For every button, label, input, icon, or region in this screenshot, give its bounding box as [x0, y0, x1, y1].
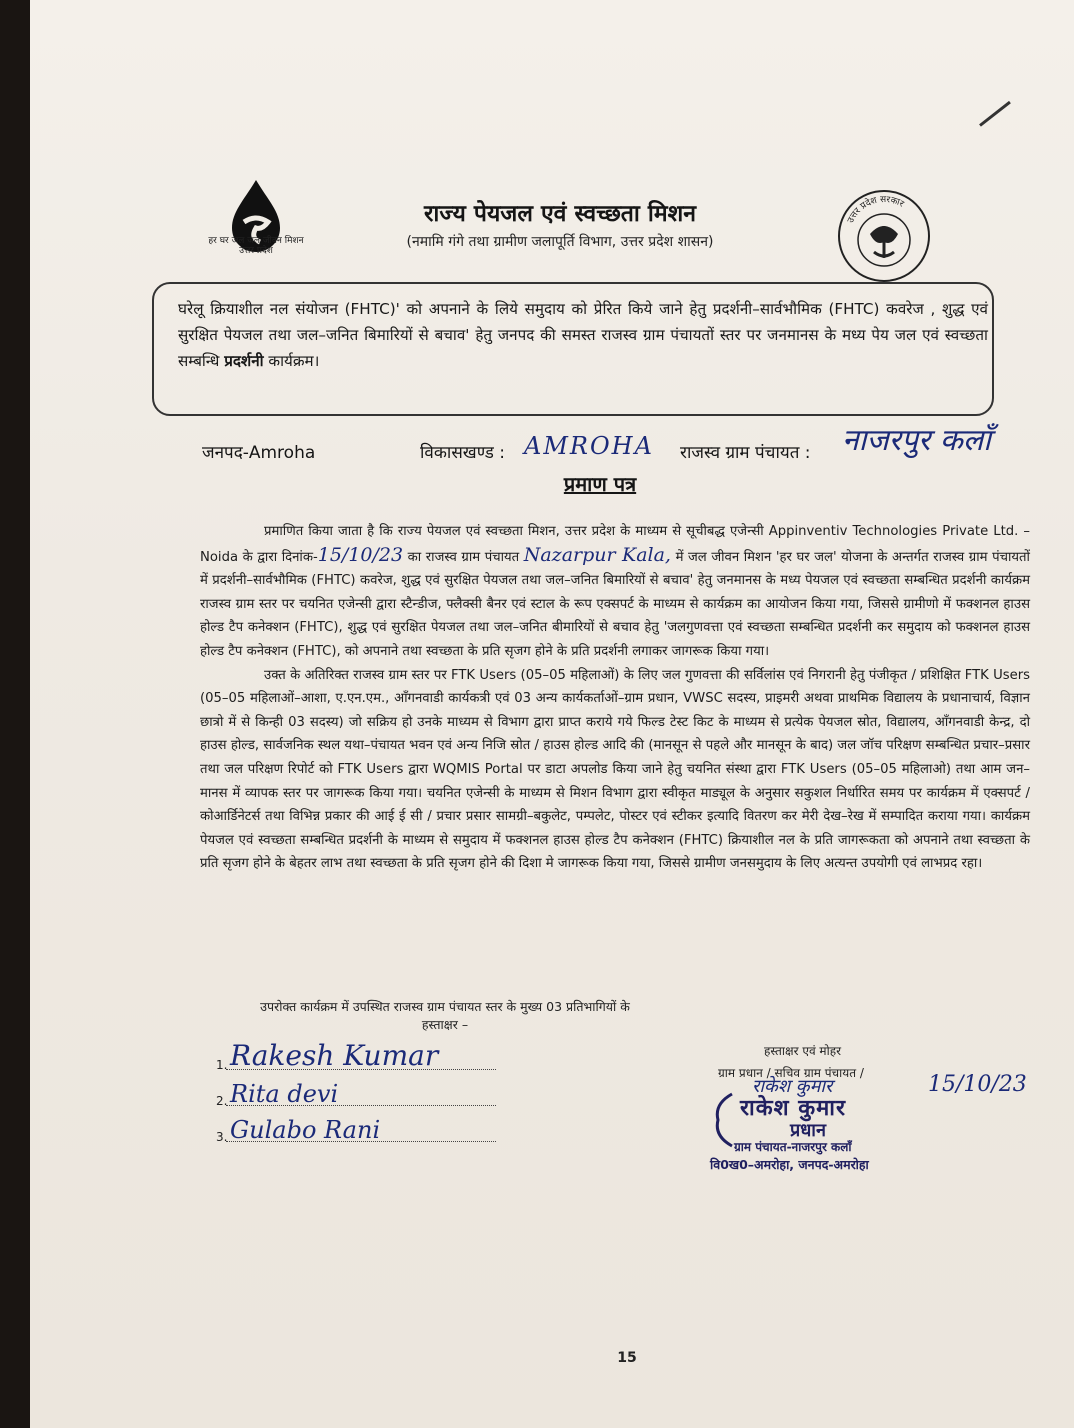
banner-text-main: घरेलू क्रियाशील नल संयोजन (FHTC)' को अपनाने के लिये समुदाय को प्रेरित किये जाने हेतु प्रदर्शनी–सार्वभौमिक (FHTC) कवरेज , शुद्ध एवं सुरक्षित पेयजल तथा जल–जनित बिमारियों से बचाव' हेतु जनपद की समस्त राजस्व ग्राम पंचायतों स्तर पर जनमानस के मध्य पेय जल एवं स्वच्छता सम्बन्धि: [178, 300, 988, 370]
stamp-role: प्रधान: [790, 1120, 826, 1141]
page-number: 15: [617, 1350, 637, 1366]
signature-row: 3. Gulabo Rani: [216, 1112, 516, 1148]
page-subtitle: (नमामि गंगे तथा ग्रामीण जलापूर्ति विभाग, उत्तर प्रदेश शासन): [406, 234, 714, 250]
stamp-role-label: ग्राम प्रधान / सचिव ग्राम पंचायत /: [718, 1066, 864, 1080]
signature-intro: उपरोक्त कार्यक्रम में उपस्थित राजस्व ग्राम पंचायत स्तर के मुख्य 03 प्रतिभागियों के हस्ताक्षर –: [260, 999, 630, 1032]
panchayat-label: राजस्व ग्राम पंचायत :: [680, 443, 811, 463]
seal-text: उत्तर प्रदेश सरकार: [845, 194, 906, 225]
up-govt-seal-icon: [836, 188, 932, 284]
stamp-block: वि0ख0–अमरोहा, जनपद-अमरोहा: [710, 1157, 869, 1172]
logo-caption: हर घर जल जल जीवन मिशन उत्तर प्रदेश: [208, 236, 304, 256]
participant-signatures: [216, 1040, 516, 1148]
participant-signature: Gulabo Rani: [230, 1116, 381, 1144]
event-date: 15/10/23: [317, 543, 404, 566]
block-label: विकासखण्ड :: [420, 443, 506, 463]
village-name: Nazarpur Kala,: [523, 543, 671, 566]
stamp-date: 15/10/23: [928, 1072, 1027, 1097]
program-banner-text: [178, 296, 988, 374]
location-row: [202, 423, 1074, 470]
page-title: राज्य पेयजल एवं स्वच्छता मिशन: [424, 201, 696, 227]
body-paragraph-1: प्रमाणित किया जाता है कि राज्य पेयजल एवं स्वच्छता मिशन, उत्तर प्रदेश के माध्यम से सूचीबद्ध एजेन्सी Appinventiv Technologies Private Ltd. – Noida के द्वारा दिनांक-15/10/23 का राजस्व ग्राम पंचायत Nazarpur Kala, में जल जीवन मिशन 'हर घर जल' योजना के अन्तर्गत राजस्व ग्राम पंचायतों में प्रदर्शनी–सार्वभौमिक (FHTC) कवरेज, शुद्ध एवं सुरक्षित पेयजल तथा जल–जनित बिमारियों से बचाव' हेतु जनमानस के मध्य पेयजल एवं स्वच्छता सम्बन्धित प्रदर्शनी कार्यक्रम राजस्व ग्राम स्तर पर चयनित एजेन्सी द्वारा स्टैन्डीज, फ्लैक्सी बैनर एवं स्टाल के रूप एक्सपर्ट के माध्यम से कार्यक्रम का आयोजन किया गया, जिससे ग्रामीणो में फक्शनल हाउस होल्ड टैप कनेक्शन (FHTC), शुद्ध एवं सुरक्षित पेयजल तथा जल–जनित बीमारियों से बचाव हेतु 'जलगुणवत्ता एवं स्वच्छता सम्बन्धित प्रदर्शनी कर समुदाय को फक्शनल हाउस होल्ड टैप कनेक्शन (FHTC), को अपनाने तथा स्वच्छता के प्रति सृजग होने के प्रति प्रदर्शनी लगाकर जागरूक किया गया।: [200, 524, 1030, 659]
stamp-name: राकेश कुमार: [740, 1096, 846, 1121]
stamp-label: हस्ताक्षर एवं मोहर: [764, 1044, 842, 1058]
block-value: AMROHA: [524, 432, 654, 460]
stamp-gram-panchayat: ग्राम पंचायत-नाजरपुर कलाँ: [734, 1140, 852, 1154]
participant-signature: Rita devi: [230, 1080, 339, 1108]
certificate-title: प्रमाण पत्र: [563, 472, 637, 496]
signature-row: 1. Rakesh Kumar: [216, 1040, 516, 1076]
banner-text-end: कार्यक्रम।: [268, 352, 320, 370]
svg-text:उत्तर प्रदेश सरकार: [846, 195, 906, 225]
panchayat-value: नाजरपुर कलाँ: [842, 423, 991, 458]
document-page: [30, 0, 1074, 1428]
certificate-body: [200, 520, 1030, 876]
pradhan-signature: राकेश कुमार: [752, 1076, 833, 1097]
pen-mark: [979, 101, 1011, 127]
participant-signature: Rakesh Kumar: [230, 1039, 439, 1072]
district-label: जनपद-Amroha: [202, 443, 316, 463]
signature-row: 2. Rita devi: [216, 1076, 516, 1112]
body-paragraph-2: उक्त के अतिरिक्त राजस्व ग्राम स्तर पर FTK Users (05–05 महिलाओं) के लिए जल गुणवत्ता की सर्विलांस एवं निगरानी हेतु पंजीकृत / प्रशिक्षित FTK Users (05–05 महिलाओं–आशा, ए.एन.एम., आँगनवाडी कार्यकत्री एवं 03 अन्य कार्यकर्ताओं–ग्राम प्रधान, VWSC सदस्य, प्राइमरी अथवा प्राथमिक विद्यालय के प्रधानाचार्य, विज्ञान छात्रो में से किन्ही 03 सदस्य) जो सक्रिय हो उनके माध्यम से विभाग द्वारा प्राप्त कराये गये फिल्ड टेस्ट किट के माध्यम से प्रत्येक पेयजल स्रोत, विद्यालय, आँगनवाडी केन्द्र, दो हाउस होल्ड, सार्वजनिक स्थल यथा–पंचायत भवन एवं अन्य निजि स्रोत / हाउस होल्ड आदि की (मानसून से पहले और मानसून के बाद) जल जॉच परिक्षण सम्बन्धित प्रचार–प्रसार तथा जल परिक्षण रिपोर्ट को FTK Users द्वारा WQMIS Portal पर डाटा अपलोड किया जाने हेतु चयनित संस्था द्वारा FTK Users (05–05 महिलाओ) तथा आम जन–मानस में व्यापक स्तर पर जागरूक किया गया। चयनित एजेन्सी के माध्यम से मिशन विभाग द्वारा स्वीकृत माड्यूल के अनुसार सकुशल निर्धारित समय पर कार्यक्रम में एक्सपर्ट / कोआर्डिनेटर्स तथा विभिन्न प्रकार की आई ई सी / प्रचार प्रसार सामग्री–बकुलेट, पम्पलेट, पोस्टर एवं स्टीकर इत्यादि वितरण कर मेरी देख–रेख में सम्पादित कराया गया। कार्यक्रम पेयजल एवं स्वच्छता सम्बन्धित प्रदर्शनी के माध्यम से समुदाय में फक्शनल हाउस होल्ड टैप कनेक्शन (FHTC) क्रियाशील नल के प्रति जागरूकता को अपनाने तथा स्वच्छता के प्रति सृजग होने के बेहतर लाभ तथा स्वच्छता के प्रति सृजग होने की दिशा मे जागरूक किया गया, जिससे ग्रामीण जनसमुदाय के लिए अत्यन्त उपयोगी एवं लाभप्रद रहा।: [200, 667, 1030, 872]
banner-text-bold: प्रदर्शनी: [224, 352, 264, 370]
pradhan-stamp: [710, 1038, 1050, 1178]
